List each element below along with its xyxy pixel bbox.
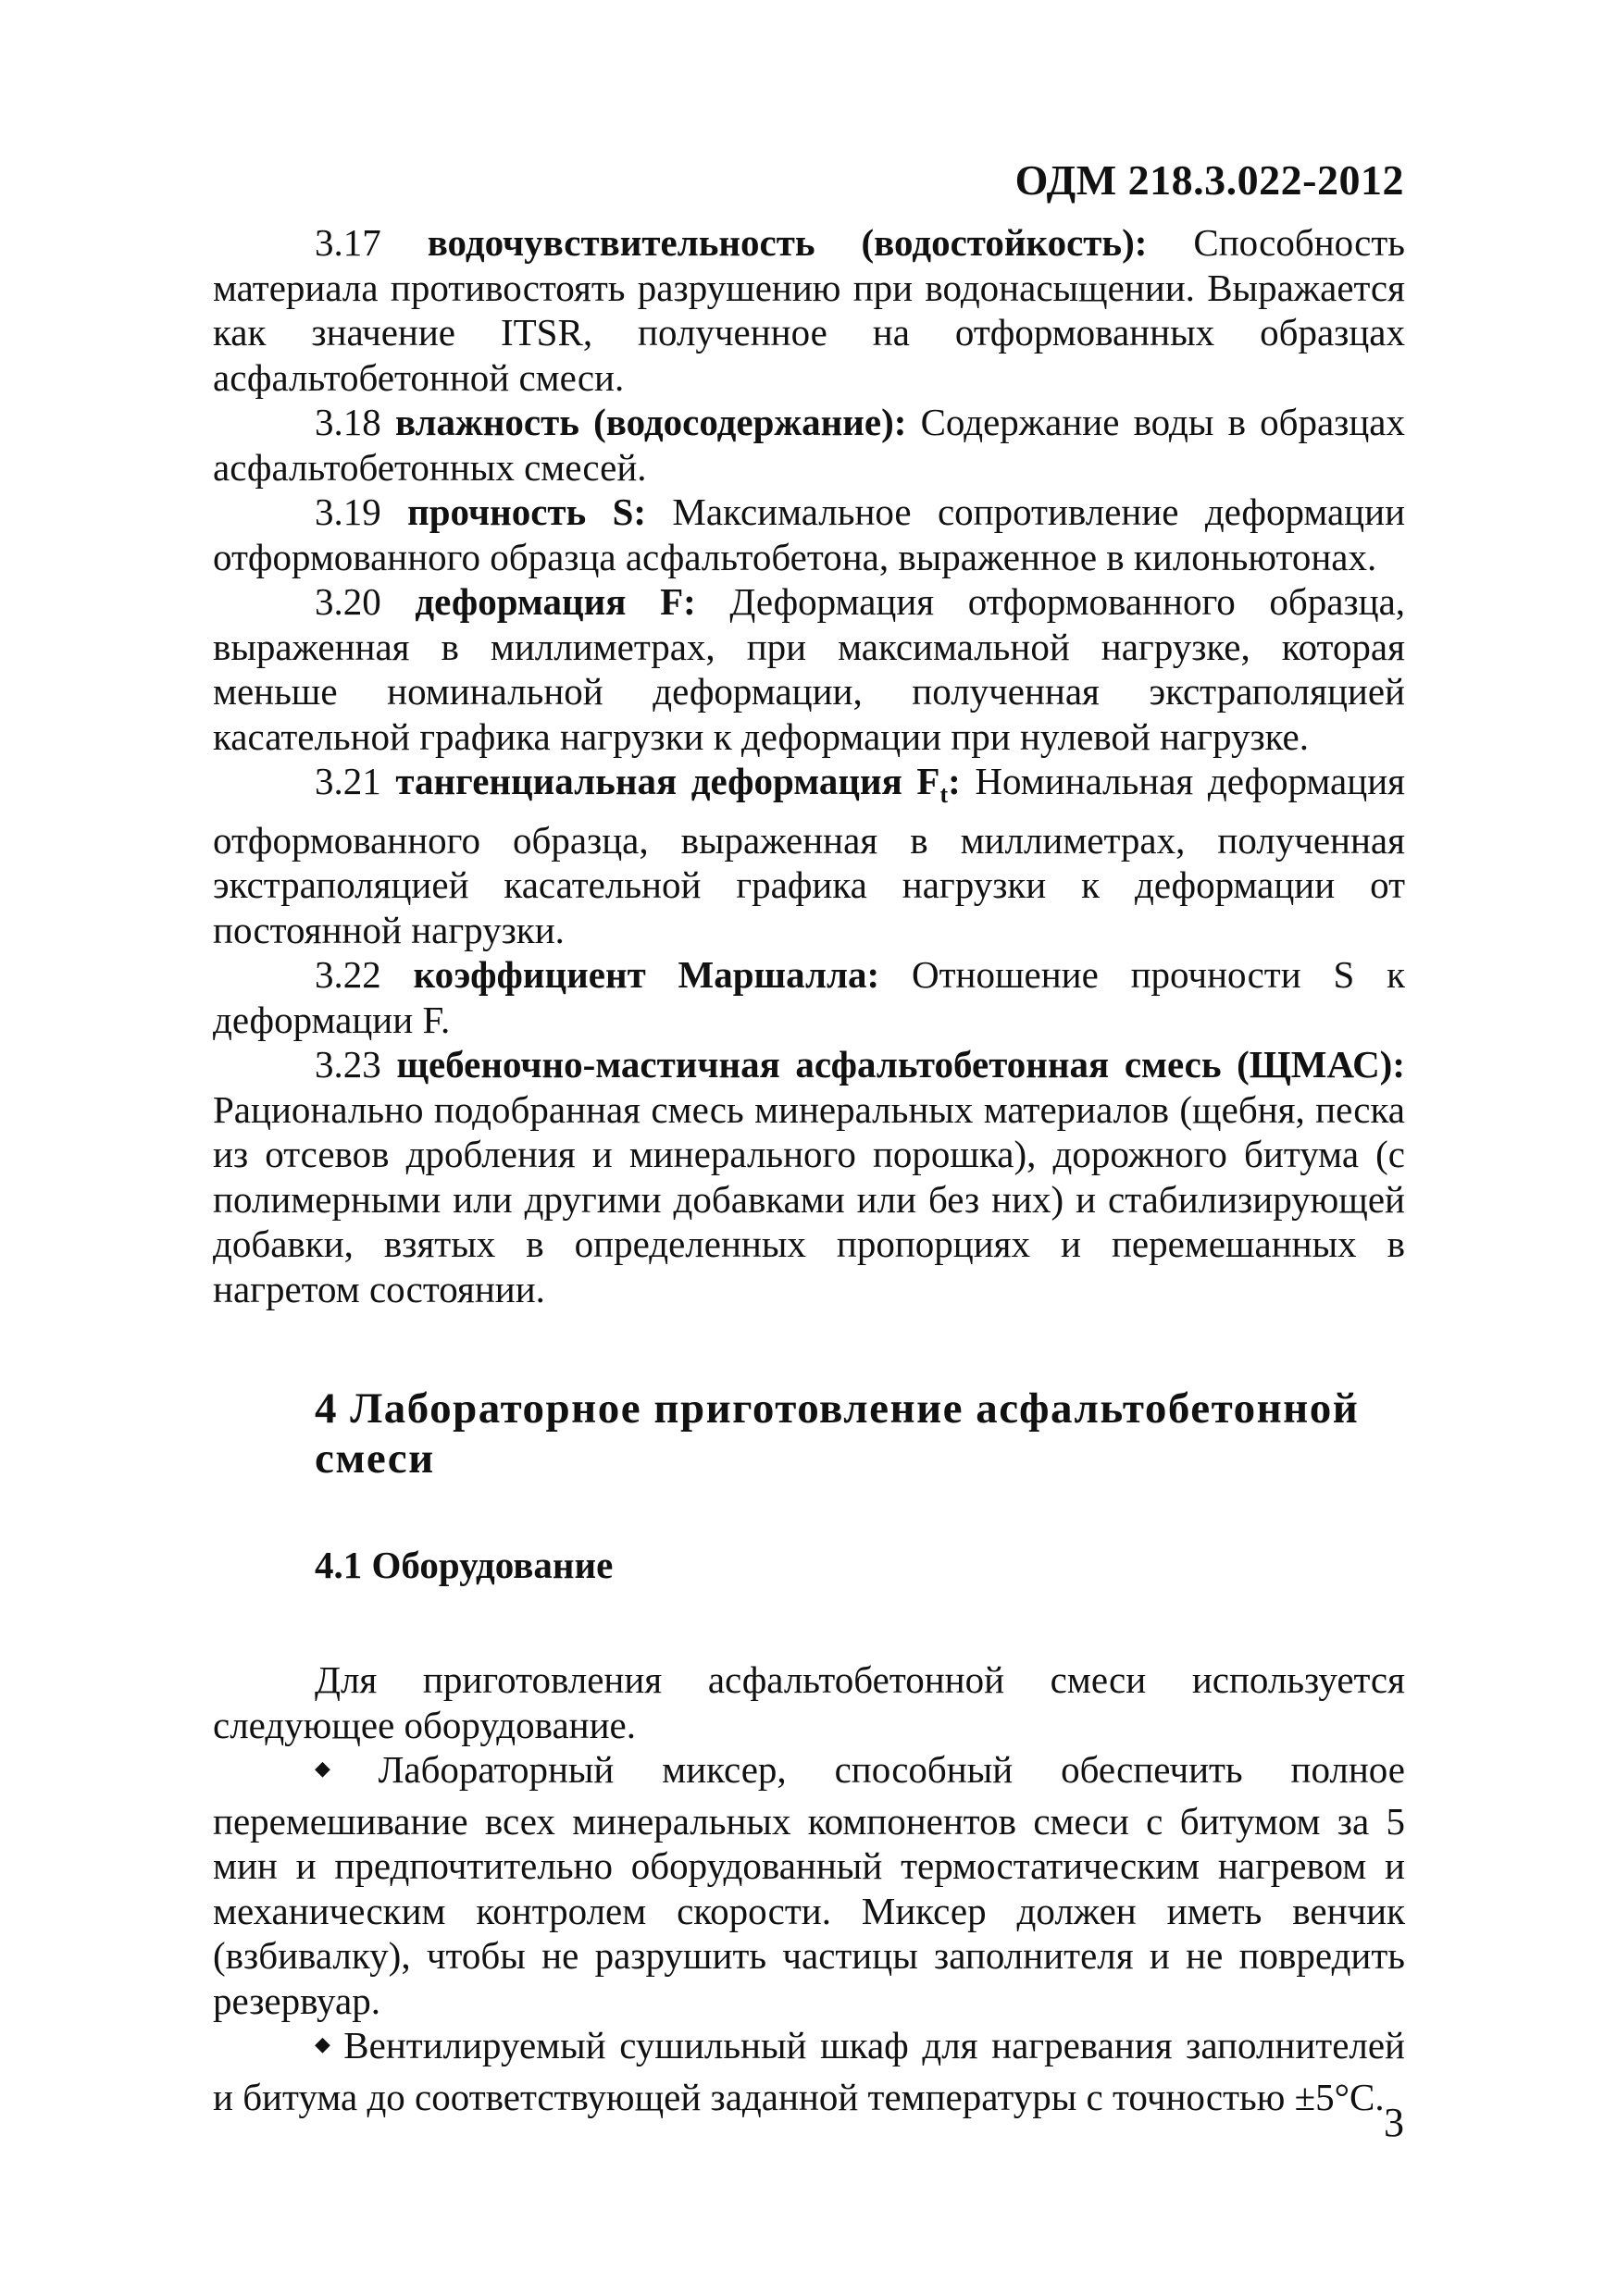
bullet-text: Лабораторный миксер, способный обеспечить полное перемешивание всех минеральных компонентов смеси с битумом за 5 мин и предпочтительно оборудованный термостатическим нагревом и механическим контролем скорости. Миксер должен иметь венчик (взбивалку), чтобы не разрушить частицы заполнителя и не повредить резервуар. — [213, 1748, 1406, 2022]
definition-term: влажность (водосодержание): — [394, 401, 907, 443]
definition-3-19 — [213, 490, 1405, 579]
document-code-header: ОДМ 218.3.022-2012 — [1014, 156, 1404, 204]
definition-text: Номинальная деформация отформованного образца, выраженная в миллиметрах, полученная экстраполяцией касательной графика нагрузки к деформации от постоянной нагрузки. — [213, 760, 1405, 951]
definition-number: 3.23 — [315, 1043, 381, 1086]
document-body — [213, 220, 1405, 2119]
bullet-item-mixer — [213, 1747, 1405, 2023]
definition-term-subscript: t — [939, 781, 949, 809]
definition-number: 3.20 — [315, 580, 381, 623]
bullet-text: Вентилируемый сушильный шкаф для нагревания заполнителей и битума до соответствующей заданной температуры с точностью ±5°C. — [213, 2024, 1405, 2118]
definition-3-21 — [213, 759, 1405, 952]
definition-text: Отношение прочности S к деформации F. — [213, 953, 1405, 1041]
definition-text: Деформация отформованного образца, выраженная в миллиметрах, при максимальной нагрузке, которая меньше номинальной деформации, полученная экстраполяцией касательной графика нагрузки к деформации при нулевой нагрузке. — [213, 580, 1406, 758]
definition-text: Содержание воды в образцах асфальтобетонных смесей. — [213, 401, 1406, 489]
definition-term: водочувствительность (водостойкость): — [427, 221, 1148, 264]
definition-3-17 — [213, 220, 1405, 400]
subsection-heading: 4.1 Оборудование — [315, 1544, 614, 1587]
definition-3-18 — [213, 400, 1405, 490]
definition-number: 3.21 — [315, 760, 381, 802]
definition-term — [395, 760, 961, 809]
definition-number: 3.19 — [315, 490, 381, 533]
section-heading: 4 Лабораторное приготовление асфальтобетонной смеси — [315, 1384, 1360, 1483]
definition-term: коэффициент Маршалла: — [413, 953, 880, 997]
bullet-item-oven — [213, 2023, 1405, 2119]
definition-term: деформация F: — [415, 580, 696, 623]
definition-text: Максимальное сопротивление деформации отформованного образца асфальтобетона, выраженное в килоньютонах. — [213, 490, 1406, 578]
definition-3-20 — [213, 579, 1405, 759]
definition-term: щебеночно-мастичная асфальтобетонная смесь (ЩМАС): — [396, 1043, 1405, 1086]
definition-number: 3.17 — [315, 221, 381, 264]
definition-number: 3.22 — [315, 953, 381, 997]
definition-3-22 — [213, 952, 1405, 1042]
definition-3-23 — [213, 1042, 1405, 1311]
definition-term-main: тангенциальная деформация F — [395, 760, 940, 802]
definition-term-colon: : — [948, 760, 961, 802]
definition-term: прочность S: — [407, 490, 647, 533]
definition-text: Способность материала противостоять разрушению при водонасыщении. Выражается как значение ITSR, полученное на отформованных образцах асфальтобетонной смеси. — [213, 221, 1405, 399]
definition-number: 3.18 — [315, 401, 381, 443]
page-number: 3 — [1384, 2100, 1404, 2145]
definition-text: Рационально подобранная смесь минеральных материалов (щебня, песка из отсевов дробления и минерального порошка), дорожного битума (с полимерными или другими добавками или без них) и стабилизирующей добавки, взятых в определенных пропорциях и перемешанных в нагретом состоянии. — [213, 1087, 1405, 1310]
intro-paragraph: Для приготовления асфальтобетонной смеси используется следующее оборудование. — [213, 1658, 1405, 1746]
